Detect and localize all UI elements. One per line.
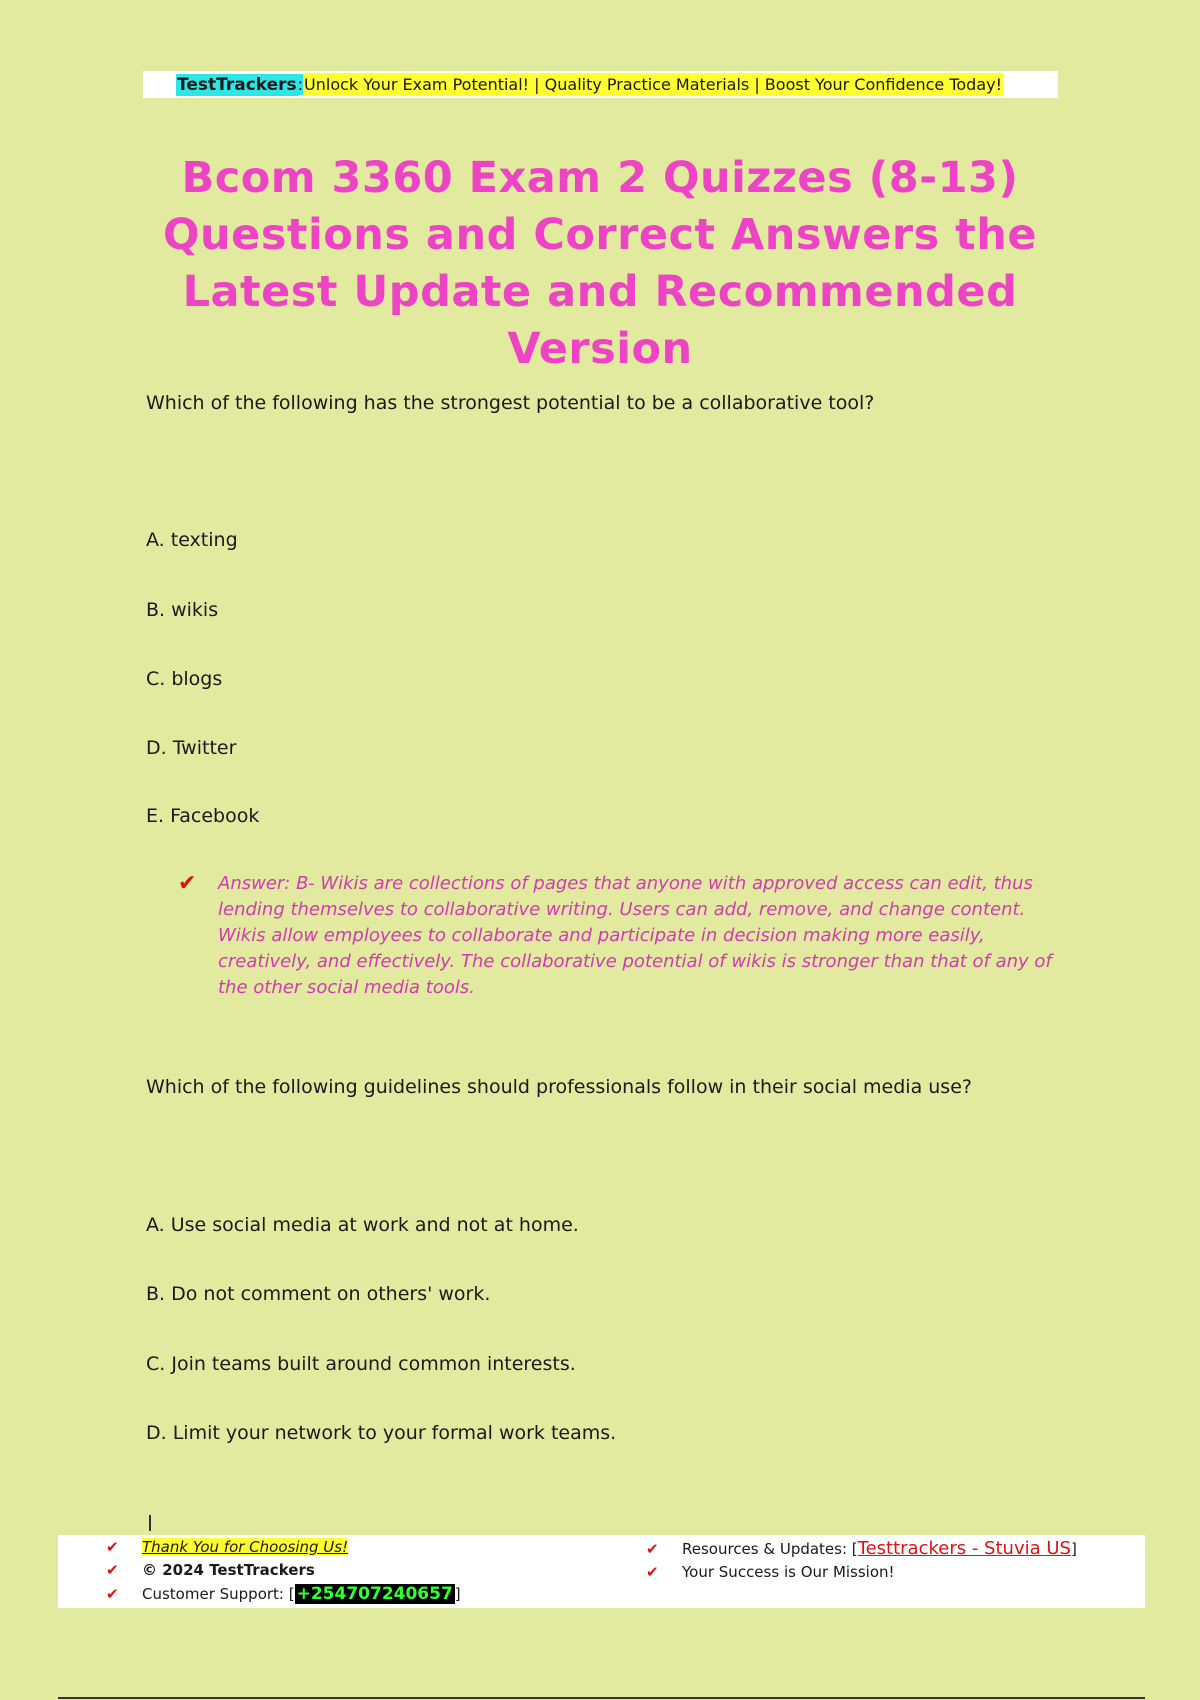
check-icon: ✔	[646, 1563, 659, 1581]
page-bottom-rule	[58, 1697, 1145, 1699]
support-phone[interactable]: +254707240657	[296, 1584, 453, 1604]
resources-link[interactable]: Testtrackers - Stuvia US	[857, 1538, 1071, 1559]
check-icon: ✔	[106, 1561, 119, 1579]
question-1-answer	[178, 871, 1078, 1001]
question-2-option-a: A. Use social media at work and not at home.	[146, 1214, 579, 1236]
footer-thanks: Thank You for Choosing Us!	[142, 1538, 349, 1556]
question-2-option-d: D. Limit your network to your formal work teams.	[146, 1422, 617, 1444]
header-banner	[143, 71, 1058, 98]
footer-thanks-row	[106, 1538, 348, 1556]
question-2-text: Which of the following guidelines should professionals follow in their social media use?	[146, 1076, 972, 1098]
resources-bracket: ]	[1070, 1539, 1077, 1558]
question-1-text: Which of the following has the strongest potential to be a collaborative tool?	[146, 392, 875, 414]
question-1-option-d: D. Twitter	[146, 737, 237, 759]
footer-mission: Your Success is Our Mission!	[682, 1563, 895, 1581]
support-bracket: ]	[454, 1585, 461, 1603]
resources-label: Resources & Updates: [	[682, 1539, 858, 1558]
check-icon: ✔	[178, 871, 197, 896]
question-1-option-a: A. texting	[146, 529, 238, 551]
check-icon: ✔	[646, 1539, 659, 1558]
footer-support-row	[106, 1584, 461, 1604]
document-title: Bcom 3360 Exam 2 Quizzes (8-13) Questions and Correct Answers the Latest Update and Recommended Version	[163, 153, 1037, 374]
footer-mission-row	[646, 1563, 895, 1581]
footer-copyright-row	[106, 1561, 315, 1579]
text-cursor	[149, 1515, 151, 1531]
support-label: Customer Support: [	[142, 1585, 295, 1603]
footer	[58, 1535, 1145, 1608]
question-2-option-c: C. Join teams built around common interests.	[146, 1353, 576, 1375]
check-icon: ✔	[106, 1585, 119, 1603]
question-1-option-e: E. Facebook	[146, 805, 260, 827]
footer-resources-row	[646, 1538, 1077, 1559]
question-1-option-c: C. blogs	[146, 668, 223, 690]
brand-separator: :	[297, 75, 304, 94]
banner-tagline: Unlock Your Exam Potential! | Quality Practice Materials | Boost Your Confidence Today!	[304, 75, 1003, 94]
question-1-option-b: B. wikis	[146, 599, 219, 621]
answer-explanation: Answer: B- Wikis are collections of pages that anyone with approved access can edit, thus lending themselves to collaborative writing. Users can add, remove, and change content. Wikis allow employees to collaborate and participate in decision making more easily, creatively, and effectively. The collaborative potential of wikis is stronger than that of any of the other social media tools.	[218, 873, 1052, 998]
check-icon: ✔	[106, 1538, 119, 1556]
footer-copyright: © 2024 TestTrackers	[142, 1561, 315, 1579]
brand-name: TestTrackers	[177, 74, 297, 95]
question-2-option-b: B. Do not comment on others' work.	[146, 1283, 491, 1305]
